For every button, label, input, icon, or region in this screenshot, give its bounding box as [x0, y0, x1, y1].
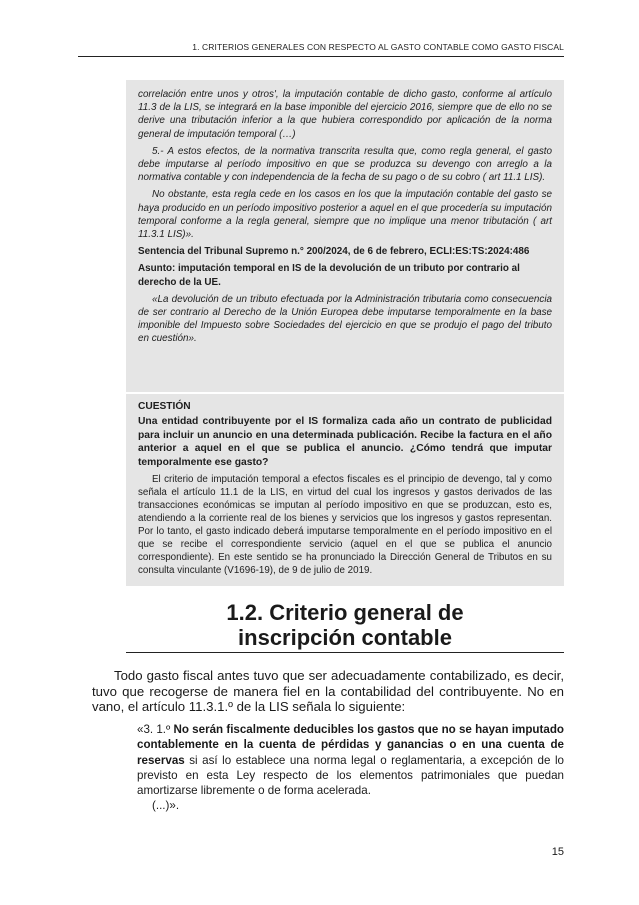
law-quote-rest: si así lo establece una norma legal o reglamentaria, a excepción de lo previsto en esta Ley respecto de los elementos patrimoniales que puedan amortizarse libremente o de forma acelerada. — [137, 753, 564, 798]
section-title-line-2: inscripción contable — [238, 625, 452, 650]
cuestion-question: Una entidad contribuyente por el IS formaliza cada año un contrato de publicidad para incluir un anuncio en una determinada publicación. Recibe la factura en el año anterior a aquel en el que se publica el anuncio. ¿Cómo tendrá que imputar temporalmente ese gasto? — [138, 416, 552, 468]
law-quote-open: «3. 1.º — [137, 723, 174, 736]
asunto-heading: Asunto: imputación temporal en IS de la devolución de un tributo por contrario al derecho de la UE. — [138, 263, 520, 288]
cuestion-title: CUESTIÓN — [138, 401, 191, 412]
section-title — [126, 600, 564, 650]
quote-paragraph-2: 5.- A estos efectos, de la normativa transcrita resulta que, como regla general, el gasto debe imputarse al período impositivo en que se produzca su devengo con arreglo a la normativa contable y con independencia de la fecha de su pago o de su cobro ( art 11.1 LIS). — [138, 145, 552, 184]
law-quote-bold: No serán fiscalmente deducibles los gastos que no se hayan imputado contablemente en la cuenta de pérdidas y ganancias o en una cuenta de reservas — [137, 723, 564, 767]
running-header: 1. CRITERIOS GENERALES CON RESPECTO AL GASTO CONTABLE COMO GASTO FISCAL — [78, 42, 564, 57]
section-title-line-1: 1.2. Criterio general de — [226, 600, 464, 625]
sentencia-quote: «La devolución de un tributo efectuada por la Administración tributaria como consecuencia de ser contrario al Derecho de la Unión Europea debe imputarse temporalmente en la base imponible del Impuesto sobre Sociedades del ejercicio en que se produjo el pago del tributo en cuestión». — [138, 293, 552, 345]
body-paragraph: Todo gasto fiscal antes tuvo que ser adecuadamente contabilizado, es decir, tuvo que recogerse de manera fiel en la contabilidad del contribuyente. No en vano, el artículo 11.3.1.º de la LIS señala lo siguiente: — [92, 668, 564, 715]
cuestion-answer: El criterio de imputación temporal a efectos fiscales es el principio de devengo, tal y como señala el artículo 11.1 de la LIS, en virtud del cual los ingresos y gastos derivados de las transacciones económicas se imputan al período impositivo en que se produzcan, esto es, atendiendo a la corriente real de los bienes y servicios que los ingresos y gastos representan. Por lo tanto, el gasto indicado deberá imputarse temporalmente en el período impositivo en el que se recibe el correspondiente servicio (aquel en el que se publica el anuncio correspondiente). En este sentido se ha pronunciado la Dirección General de Tributos en su consulta vinculante (V1696-19), de 9 de julio de 2019. — [138, 473, 552, 576]
page-number: 15 — [551, 846, 564, 858]
quote-paragraph-3: No obstante, esta regla cede en los casos en los que la imputación contable del gasto se haya producido en un período impositivo posterior a aquel en el que procedería su imputación temporal conforme a la regla general, siempre que no implique una menor tributación ( art 11.3.1 LIS)». — [138, 189, 552, 241]
cuestion-box — [126, 394, 564, 586]
quote-paragraph-1: correlación entre unos y otros', la imputación contable de dicho gasto, conforme al artículo 11.3 de la LIS, se integrará en la base imponible del ejercicio 2016, siempre que de ello no se derive una tributación inferior a la que hubiera correspondido por aplicación de la norma general de imputación temporal (…) — [138, 89, 552, 140]
section-title-rule — [126, 652, 564, 653]
sentencia-reference: Sentencia del Tribunal Supremo n.° 200/2024, de 6 de febrero, ECLI:ES:TS:2024:486 — [138, 246, 530, 258]
law-quote-end: (...)». — [152, 799, 180, 812]
jurisprudence-box — [126, 80, 564, 392]
law-quote — [137, 722, 564, 798]
